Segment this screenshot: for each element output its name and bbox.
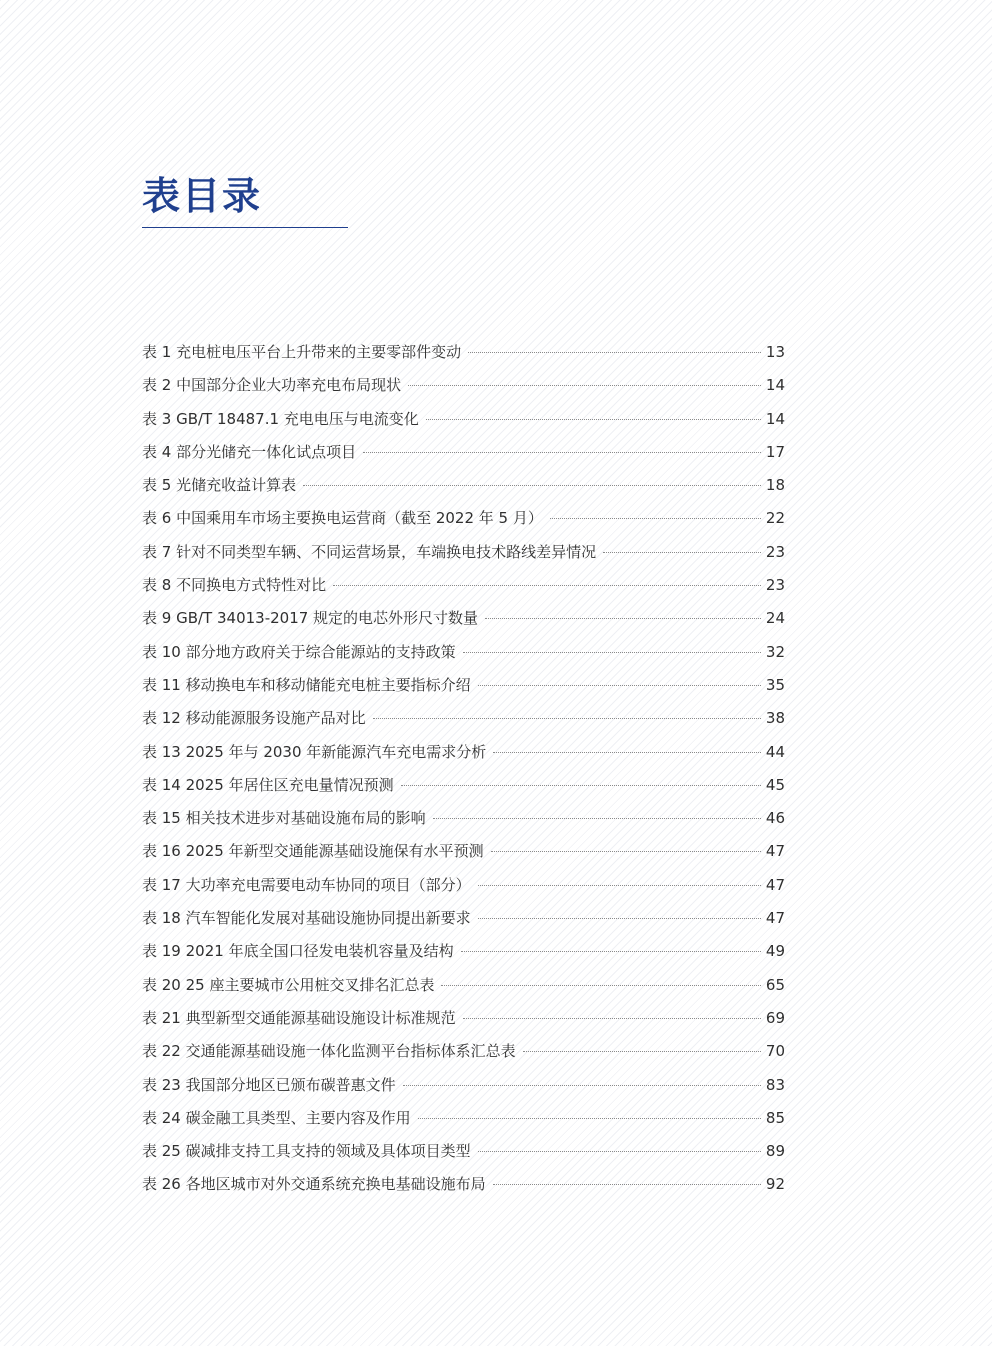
toc-entry[interactable] xyxy=(142,769,785,802)
toc-dot-leader xyxy=(426,419,761,420)
toc-entry-page-number: 69 xyxy=(765,1008,785,1027)
toc-entry-label: 表 8 不同换电方式特性对比 xyxy=(142,576,327,595)
toc-entry-label: 表 16 2025 年新型交通能源基础设施保有水平预测 xyxy=(142,842,484,861)
toc-entry-page-number: 14 xyxy=(765,409,785,428)
toc-dot-leader xyxy=(493,752,761,753)
toc-entry-page-number: 13 xyxy=(765,343,785,361)
toc-entry[interactable] xyxy=(142,969,785,1002)
toc-entry[interactable] xyxy=(142,736,785,769)
toc-entry-page-number: 35 xyxy=(765,675,785,694)
toc-dot-leader xyxy=(401,785,761,786)
toc-entry-label: 表 24 碳金融工具类型、主要内容及作用 xyxy=(142,1108,411,1127)
toc-entry[interactable] xyxy=(142,369,785,402)
toc-entry-page-number: 47 xyxy=(765,842,785,861)
toc-entry[interactable] xyxy=(142,1069,785,1102)
toc-entry[interactable] xyxy=(142,436,785,469)
toc-dot-leader xyxy=(403,1085,761,1086)
toc-dot-leader xyxy=(493,1184,761,1185)
toc-entry-label: 表 4 部分光储充一体化试点项目 xyxy=(142,442,357,461)
toc-dot-leader xyxy=(333,585,761,586)
toc-entry[interactable] xyxy=(142,869,785,902)
table-of-contents-list xyxy=(142,336,785,1202)
toc-entry-page-number: 70 xyxy=(765,1042,785,1061)
toc-dot-leader xyxy=(433,818,761,819)
toc-dot-leader xyxy=(491,851,761,852)
toc-entry-label: 表 6 中国乘用车市场主要换电运营商（截至 2022 年 5 月） xyxy=(142,509,543,528)
toc-entry[interactable] xyxy=(142,802,785,835)
toc-entry-page-number: 23 xyxy=(765,576,785,595)
toc-entry-page-number: 46 xyxy=(765,809,785,828)
toc-entry-page-number: 83 xyxy=(765,1075,785,1094)
toc-entry-label: 表 2 中国部分企业大功率充电布局现状 xyxy=(142,376,402,395)
toc-entry-label: 表 22 交通能源基础设施一体化监测平台指标体系汇总表 xyxy=(142,1042,516,1061)
toc-entry[interactable] xyxy=(142,1102,785,1135)
toc-entry-page-number: 24 xyxy=(765,609,785,628)
toc-dot-leader xyxy=(485,618,761,619)
toc-dot-leader xyxy=(603,552,761,553)
toc-dot-leader xyxy=(478,1151,761,1152)
toc-entry[interactable] xyxy=(142,702,785,735)
toc-dot-leader xyxy=(523,1051,761,1052)
toc-entry[interactable] xyxy=(142,502,785,535)
toc-dot-leader xyxy=(463,652,761,653)
toc-entry-page-number: 65 xyxy=(765,975,785,994)
toc-entry-label: 表 12 移动能源服务设施产品对比 xyxy=(142,709,366,728)
toc-entry[interactable] xyxy=(142,935,785,968)
toc-entry-label: 表 14 2025 年居住区充电量情况预测 xyxy=(142,775,394,794)
toc-entry-page-number: 23 xyxy=(765,542,785,561)
toc-entry-label: 表 10 部分地方政府关于综合能源站的支持政策 xyxy=(142,642,456,661)
toc-dot-leader xyxy=(468,352,761,353)
toc-dot-leader xyxy=(303,485,761,486)
toc-entry-page-number: 44 xyxy=(765,742,785,761)
toc-entry[interactable] xyxy=(142,669,785,702)
page-title: 表目录 xyxy=(142,174,263,218)
toc-entry-label: 表 25 碳减排支持工具支持的领域及具体项目类型 xyxy=(142,1142,471,1161)
toc-entry-label: 表 15 相关技术进步对基础设施布局的影响 xyxy=(142,809,426,828)
toc-dot-leader xyxy=(463,1018,761,1019)
toc-entry-page-number: 32 xyxy=(765,642,785,661)
toc-entry-page-number: 45 xyxy=(765,775,785,794)
toc-dot-leader xyxy=(373,718,761,719)
toc-entry-page-number: 49 xyxy=(765,942,785,961)
toc-entry-page-number: 47 xyxy=(765,875,785,894)
toc-entry-label: 表 3 GB/T 18487.1 充电电压与电流变化 xyxy=(142,409,419,428)
toc-entry-label: 表 18 汽车智能化发展对基础设施协同提出新要求 xyxy=(142,909,471,928)
toc-entry[interactable] xyxy=(142,902,785,935)
toc-entry[interactable] xyxy=(142,636,785,669)
toc-entry[interactable] xyxy=(142,835,785,868)
toc-dot-leader xyxy=(441,985,760,986)
toc-dot-leader xyxy=(478,918,761,919)
toc-dot-leader xyxy=(418,1118,761,1119)
toc-entry-page-number: 18 xyxy=(765,476,785,495)
toc-entry[interactable] xyxy=(142,602,785,635)
toc-entry[interactable] xyxy=(142,1002,785,1035)
toc-entry[interactable] xyxy=(142,1035,785,1068)
toc-entry[interactable] xyxy=(142,469,785,502)
toc-dot-leader xyxy=(461,951,761,952)
toc-entry-page-number: 85 xyxy=(765,1108,785,1127)
toc-entry[interactable] xyxy=(142,1135,785,1168)
toc-dot-leader xyxy=(408,385,761,386)
toc-entry-page-number: 14 xyxy=(765,376,785,395)
toc-entry-page-number: 17 xyxy=(765,442,785,461)
toc-entry-label: 表 20 25 座主要城市公用桩交叉排名汇总表 xyxy=(142,975,435,994)
toc-entry-label: 表 13 2025 年与 2030 年新能源汽车充电需求分析 xyxy=(142,742,487,761)
toc-entry-label: 表 5 光储充收益计算表 xyxy=(142,476,297,495)
toc-entry-label: 表 11 移动换电车和移动储能充电桩主要指标介绍 xyxy=(142,675,471,694)
toc-dot-leader xyxy=(478,685,761,686)
toc-entry-page-number: 47 xyxy=(765,909,785,928)
toc-entry-label: 表 7 针对不同类型车辆、不同运营场景，车端换电技术路线差异情况 xyxy=(142,542,597,561)
toc-entry-label: 表 23 我国部分地区已颁布碳普惠文件 xyxy=(142,1075,396,1094)
toc-dot-leader xyxy=(550,518,761,519)
title-underline xyxy=(142,227,348,228)
toc-dot-leader xyxy=(478,885,761,886)
toc-entry-label: 表 9 GB/T 34013-2017 规定的电芯外形尺寸数量 xyxy=(142,609,479,628)
toc-entry-page-number: 92 xyxy=(765,1175,785,1194)
toc-entry-page-number: 89 xyxy=(765,1142,785,1161)
toc-entry-label: 表 21 典型新型交通能源基础设施设计标准规范 xyxy=(142,1008,456,1027)
toc-entry[interactable] xyxy=(142,536,785,569)
toc-entry-label: 表 1 充电桩电压平台上升带来的主要零部件变动 xyxy=(142,343,462,361)
toc-entry[interactable] xyxy=(142,1168,785,1201)
toc-entry-label: 表 17 大功率充电需要电动车协同的项目（部分） xyxy=(142,875,471,894)
toc-entry-label: 表 19 2021 年底全国口径发电装机容量及结构 xyxy=(142,942,454,961)
toc-entry-page-number: 38 xyxy=(765,709,785,728)
toc-dot-leader xyxy=(363,452,761,453)
toc-entry-label: 表 26 各地区城市对外交通系统充换电基础设施布局 xyxy=(142,1175,486,1194)
toc-entry[interactable] xyxy=(142,336,785,369)
toc-entry[interactable] xyxy=(142,403,785,436)
toc-entry[interactable] xyxy=(142,569,785,602)
toc-entry-page-number: 22 xyxy=(765,509,785,528)
